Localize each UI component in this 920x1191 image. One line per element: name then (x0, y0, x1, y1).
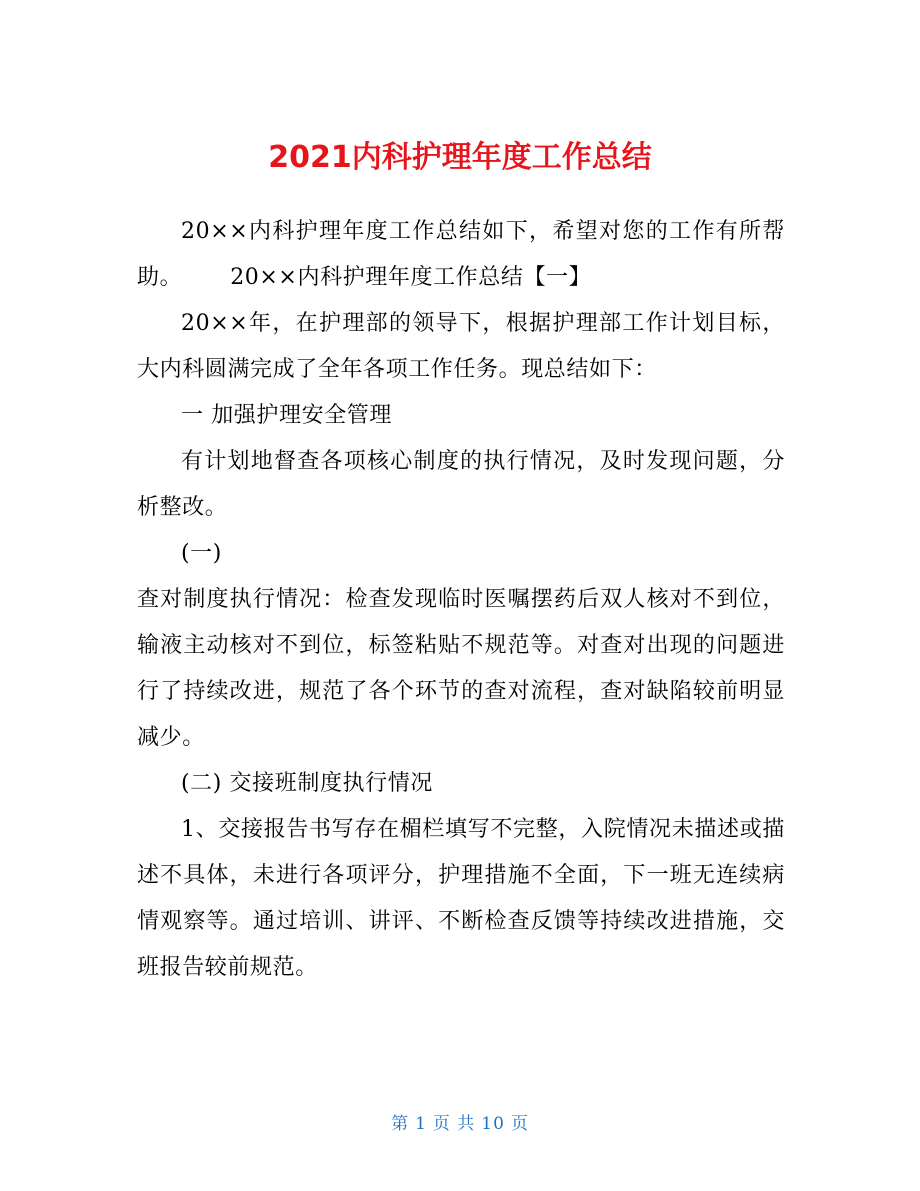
heading-safety-management: 一 加强护理安全管理 (181, 403, 392, 428)
paragraph-summary: 20××年，在护理部的领导下，根据护理部工作计划目标，大内科圆满完成了全年各项工作任务。现总结如下： (137, 311, 785, 382)
paragraph-intro (137, 209, 785, 301)
document-title: 2021内科护理年度工作总结 (268, 140, 652, 176)
section-heading-one: 20××内科护理年度工作总结【一】 (230, 265, 592, 290)
subheading-handover: (二) 交接班制度执行情况 (181, 771, 433, 796)
paragraph-check-system: 查对制度执行情况：检查发现临时医嘱摆药后双人核对不到位，输液主动核对不到位，标签粘贴不规范等。对查对出现的问题进行了持续改进，规范了各个环节的查对流程，查对缺陷较前明显减少。 (137, 587, 785, 750)
footer-page-number: 1 (415, 1114, 427, 1134)
subheading-one: (一) (181, 541, 222, 566)
footer-suffix: 页 (510, 1114, 529, 1134)
paragraph-supervision: 有计划地督查各项核心制度的执行情况，及时发现问题，分析整改。 (137, 449, 785, 520)
footer-middle: 页 共 (432, 1114, 476, 1134)
footer-total-pages: 10 (481, 1114, 505, 1134)
footer-prefix: 第 (391, 1114, 410, 1134)
document-body (137, 209, 785, 991)
intro-text: 20××内科护理年度工作总结如下，希望对您的工作有所帮助。 (137, 219, 785, 290)
page-footer (0, 1110, 920, 1138)
paragraph-handover-report: 1、交接报告书写存在楣栏填写不完整，入院情况未描述或描述不具体，未进行各项评分，护理措施不全面，下一班无连续病情观察等。通过培训、讲评、不断检查反馈等持续改进措施，交班报告较前规范。 (137, 817, 785, 980)
